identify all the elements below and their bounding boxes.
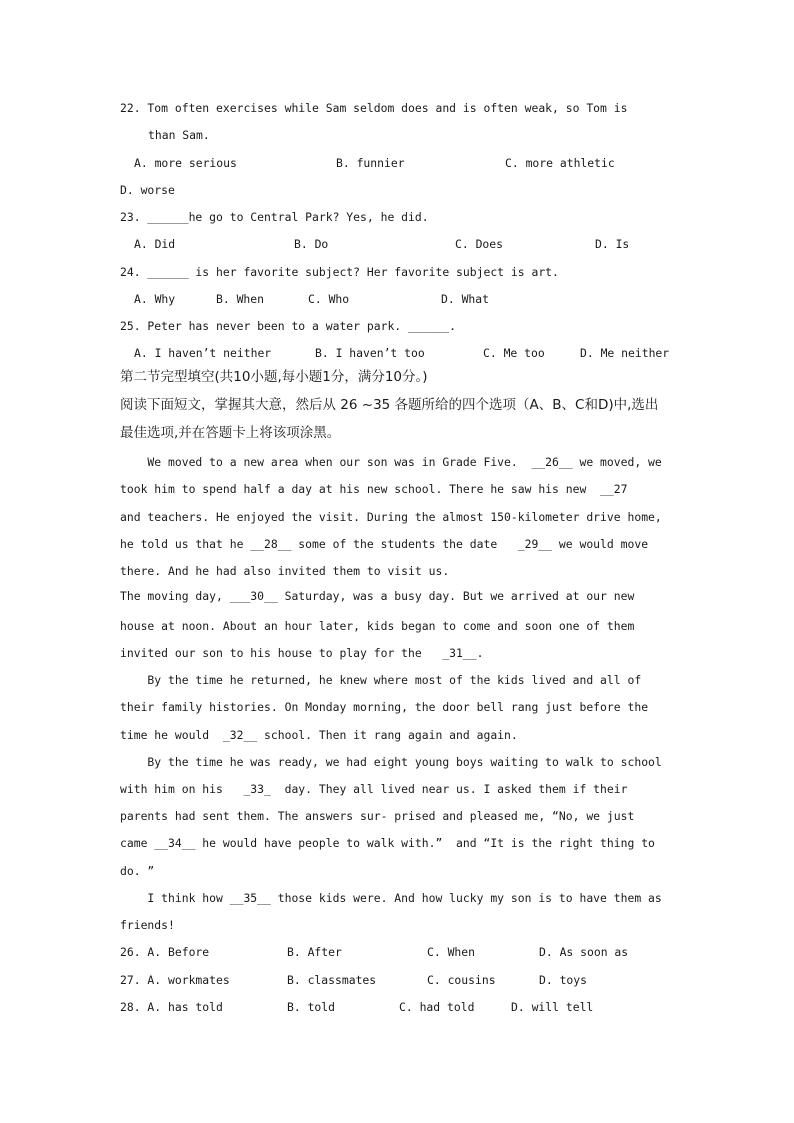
q24-option-d: D. What xyxy=(441,292,490,306)
passage-line-16: do. ” xyxy=(120,864,155,878)
q22-option-c: C. more athletic xyxy=(505,156,615,170)
q27-option-b: B. classmates xyxy=(287,973,377,987)
q28-option-c: C. had told xyxy=(399,1000,475,1014)
passage-line-4: he told us that he __28__ some of the students the date _29__ we would move xyxy=(120,537,649,551)
passage-line-6: The moving day, ___30__ Saturday, was a busy day. But we arrived at our new xyxy=(120,589,635,603)
q23-option-b: B. Do xyxy=(294,237,329,251)
q25-stem: 25. Peter has never been to a water park. ______. xyxy=(120,319,457,333)
passage-line-7: house at noon. About an hour later, kids began to come and soon one of them xyxy=(120,619,635,633)
passage-line-14: parents had sent them. The answers sur- prised and pleased me, “No, we just xyxy=(120,809,635,823)
q27-option-a: 27. A. workmates xyxy=(120,973,230,987)
q28-option-b: B. told xyxy=(287,1000,336,1014)
passage-line-10: their family histories. On Monday morning, the door bell rang just before the xyxy=(120,700,649,714)
q28-option-a: 28. A. has told xyxy=(120,1000,223,1014)
q24-option-c: C. Who xyxy=(308,292,350,306)
q22-option-d: D. worse xyxy=(120,183,175,197)
passage-line-8: invited our son to his house to play for the _31__. xyxy=(120,646,484,660)
q23-option-d: D. Is xyxy=(595,237,630,251)
q24-option-b: B. When xyxy=(216,292,265,306)
q25-option-b: B. I haven’t too xyxy=(315,346,425,360)
q26-option-d: D. As soon as xyxy=(539,945,629,959)
q26-option-a: 26. A. Before xyxy=(120,945,210,959)
passage-line-18: friends! xyxy=(120,918,175,932)
q24-option-a: A. Why xyxy=(134,292,176,306)
section-instruction-line2: 最佳选项,并在答题卡上将该项涂黑。 xyxy=(120,425,341,441)
q25-option-c: C. Me too xyxy=(483,346,545,360)
q23-option-c: C. Does xyxy=(455,237,504,251)
q24-stem: 24. ______ is her favorite subject? Her favorite subject is art. xyxy=(120,265,559,279)
q26-option-c: C. When xyxy=(427,945,476,959)
section-heading: 第二节完型填空(共10小题,每小题1分，满分10分。) xyxy=(120,369,428,385)
q23-stem: 23. ______he go to Central Park? Yes, he did. xyxy=(120,210,429,224)
section-instruction-line1: 阅读下面短文，掌握其大意，然后从 26 ~35 各题所给的四个选项（A、B、C和D)中,选出 xyxy=(120,397,659,413)
q25-option-d: D. Me neither xyxy=(580,346,670,360)
passage-line-9: By the time he returned, he knew where most of the kids lived and all of xyxy=(120,673,642,687)
q28-option-d: D. will tell xyxy=(511,1000,594,1014)
passage-line-2: took him to spend half a day at his new school. There he saw his new __27 xyxy=(120,482,628,496)
passage-line-3: and teachers. He enjoyed the visit. During the almost 150-kilometer drive home, xyxy=(120,510,662,524)
q22-option-a: A. more serious xyxy=(134,156,237,170)
passage-line-11: time he would _32__ school. Then it rang again and again. xyxy=(120,728,518,742)
passage-line-17: I think how __35__ those kids were. And how lucky my son is to have them as xyxy=(120,891,662,905)
q27-option-c: C. cousins xyxy=(427,973,496,987)
passage-line-1: We moved to a new area when our son was in Grade Five. __26__ we moved, we xyxy=(120,455,662,469)
q27-option-d: D. toys xyxy=(539,973,588,987)
q26-option-b: B. After xyxy=(287,945,342,959)
passage-line-12: By the time he was ready, we had eight young boys waiting to walk to school xyxy=(120,755,662,769)
q25-option-a: A. I haven’t neither xyxy=(134,346,272,360)
q23-option-a: A. Did xyxy=(134,237,176,251)
passage-line-15: came __34__ he would have people to walk with.” and “It is the right thing to xyxy=(120,836,655,850)
passage-line-13: with him on his _33_ day. They all lived near us. I asked them if their xyxy=(120,782,628,796)
passage-line-5: there. And he had also invited them to visit us. xyxy=(120,564,450,578)
q22-option-b: B. funnier xyxy=(336,156,405,170)
q22-stem-line2: than Sam. xyxy=(148,128,210,142)
q22-stem-line1: 22. Tom often exercises while Sam seldom does and is often weak, so Tom is xyxy=(120,101,628,115)
